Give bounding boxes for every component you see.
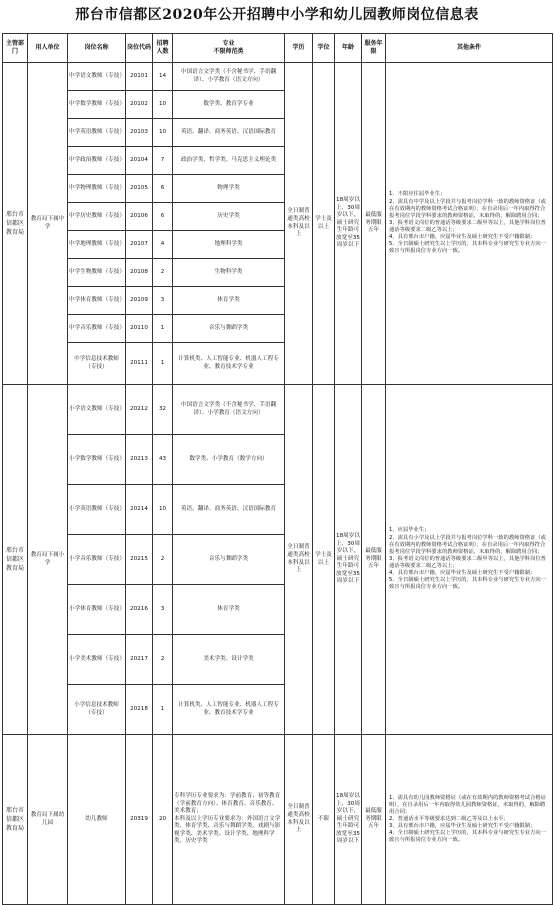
table-row [3, 385, 553, 435]
header-age: 年龄 [335, 34, 362, 63]
count-cell: 10 [153, 119, 173, 147]
code-cell: 20107 [126, 231, 153, 259]
major-cell: 中国语言文学类（不含秘书学、手语翻译）、小学教育（语文方向） [173, 385, 285, 435]
major-cell: 美术学类、设计学类 [173, 635, 285, 685]
header-years: 服务年限 [362, 34, 386, 63]
post-cell: 中学英语教师（专技） [68, 119, 126, 147]
code-cell: 20111 [126, 343, 153, 385]
header-code: 岗位代码 [126, 34, 153, 63]
code-cell: 20218 [126, 685, 153, 735]
table-row [3, 735, 553, 905]
post-cell: 中学地理教师（专技） [68, 231, 126, 259]
table-row [3, 63, 553, 91]
header-count: 招聘人数 [153, 34, 173, 63]
major-cell: 数学类、教育学专业 [173, 91, 285, 119]
major-cell: 音乐与舞蹈学类 [173, 535, 285, 585]
unit-cell: 教育局下属中学 [28, 63, 68, 385]
post-cell: 小学英语教师（专技） [68, 485, 126, 535]
header-post: 岗位名称 [68, 34, 126, 63]
header-unit: 用人单位 [28, 34, 68, 63]
years-cell: 最低服务期限五年 [362, 385, 386, 735]
code-cell: 20106 [126, 203, 153, 231]
major-cell: 体育学类 [173, 287, 285, 315]
major-cell: 音乐与舞蹈学类 [173, 315, 285, 343]
major-cell: 专科学历专业要求为：学前教育、初等教育（学前教育方向）、体育教育、音乐教育、美术教育； 本科及以上学历专业要求为：外国语言文学类、体育学类、音乐与舞蹈学类、戏剧与影视学类、美术学类、设计学类、地理科学类、历史学类 [173, 735, 285, 905]
code-cell: 20212 [126, 385, 153, 435]
major-cell: 计算机类、人工智能专业、机器人工程专业、教育技术学专业 [173, 685, 285, 735]
conditions-cell: 1、需具有幼儿园教师资格证（或在有效期内的教师资格考试合格证明），在自录用后一年内取得幼儿园教师资格证，未取得的，解除聘用合同； 2、普通话水平等级要求达到二级乙等及以上水平； 3、具有邢台市户籍，应届毕业生及硕士研究生不受户籍限制； 4、全日制硕士研究生以上学历的，其本科专业与研究生专业方向一致且与所报岗位专业方向一致。 [386, 735, 553, 905]
unit-cell: 教育局下属幼儿园 [28, 735, 68, 905]
age-cell: 18周岁以上，30周岁以下，硕士研究生年龄可放宽至35周岁以下 [335, 385, 362, 735]
major-cell: 英语、翻译、商务英语、汉语国际教育 [173, 485, 285, 535]
major-cell: 历史学类 [173, 203, 285, 231]
count-cell: 2 [153, 635, 173, 685]
major-cell: 地理科学类 [173, 231, 285, 259]
count-cell: 32 [153, 385, 173, 435]
dept-cell: 邢台市信都区教育局 [3, 735, 28, 905]
conditions-cell: 1、应届毕业生； 2、需具有小学及以上学段并与报考岗位学科一致的教师资格证（或在有效期内的教师资格考试合格证明），在自录用后一年内取得符合报考岗位学段学科要求的教师资格证，未取得的，解除聘用合同； 3、报考语文岗位的普通话等级要求二级甲等以上，其他学科岗位普通话等级要求二级乙等以上； 4、具有邢台市户籍，应届毕业生及硕士研究生不受户籍限制； 5、全日制硕士研究生以上学历的，其本科专业与研究生专业方向一致且与所报岗位专业方向一致。 [386, 385, 553, 735]
age-cell: 18周岁以上，30周岁以下，硕士研究生年龄可放宽至35周岁以下 [335, 735, 362, 905]
dept-cell: 邢台市信都区教育局 [3, 385, 28, 735]
code-cell: 20105 [126, 175, 153, 203]
header-major: 专业 不限师范类 [173, 34, 285, 63]
count-cell: 14 [153, 63, 173, 91]
major-cell: 数学类、小学教育（数学方向） [173, 435, 285, 485]
post-cell: 小学信息技术教师（专技） [68, 685, 126, 735]
post-cell: 中学政治教师（专技） [68, 147, 126, 175]
header-row [3, 34, 553, 63]
count-cell: 1 [153, 343, 173, 385]
post-cell: 小学音乐教师（专技） [68, 535, 126, 585]
post-cell: 小学数学教师（专技） [68, 435, 126, 485]
code-cell: 20104 [126, 147, 153, 175]
edu-cell: 全日制普通类高校本科及以上 [285, 735, 313, 905]
count-cell: 10 [153, 485, 173, 535]
header-edu: 学历 [285, 34, 313, 63]
header-other: 其他条件 [386, 34, 553, 63]
post-cell: 中学生物教师（专技） [68, 259, 126, 287]
count-cell: 1 [153, 685, 173, 735]
major-cell: 计算机类、人工智能专业、机器人工程专业、教育技术学专业 [173, 343, 285, 385]
count-cell: 20 [153, 735, 173, 905]
dept-cell: 邢台市信都区教育局 [3, 63, 28, 385]
count-cell: 6 [153, 175, 173, 203]
post-cell: 小学语文教师（专技） [68, 385, 126, 435]
degree-cell: 学士及以上 [313, 385, 335, 735]
years-cell: 最低服务期限五年 [362, 63, 386, 385]
degree-cell: 学士及以上 [313, 63, 335, 385]
code-cell: 20101 [126, 63, 153, 91]
code-cell: 20103 [126, 119, 153, 147]
header-dept: 主管部门 [3, 34, 28, 63]
code-cell: 20217 [126, 635, 153, 685]
major-cell: 政治学类、哲学类、马克思主义理论类 [173, 147, 285, 175]
major-cell: 生物科学类 [173, 259, 285, 287]
post-cell: 小学美术教师（专技） [68, 635, 126, 685]
post-cell: 中学历史教师（专技） [68, 203, 126, 231]
page-title: 邢台市信都区2020年公开招聘中小学和幼儿园教师岗位信息表 [75, 7, 479, 23]
post-cell: 小学体育教师（专技） [68, 585, 126, 635]
post-cell: 中学音乐教师（专技） [68, 315, 126, 343]
code-cell: 20108 [126, 259, 153, 287]
count-cell: 2 [153, 259, 173, 287]
post-cell: 中学语文教师（专技） [68, 63, 126, 91]
code-cell: 20110 [126, 315, 153, 343]
count-cell: 43 [153, 435, 173, 485]
edu-cell: 全日制普通类高校本科及以上 [285, 385, 313, 735]
positions-table [2, 33, 553, 905]
code-cell: 20216 [126, 585, 153, 635]
code-cell: 20213 [126, 435, 153, 485]
count-cell: 6 [153, 203, 173, 231]
major-cell: 中国语言文学类（不含秘书学、手语翻译）、小学教育（语文方向） [173, 63, 285, 91]
post-cell: 幼儿教师 [68, 735, 126, 905]
unit-cell: 教育局下属小学 [28, 385, 68, 735]
years-cell: 最低服务期限五年 [362, 735, 386, 905]
major-cell: 体育学类 [173, 585, 285, 635]
post-cell: 中学信息技术教师（专技） [68, 343, 126, 385]
count-cell: 3 [153, 287, 173, 315]
major-cell: 英语、翻译、商务英语、汉语国际教育 [173, 119, 285, 147]
header-degree: 学位 [313, 34, 335, 63]
count-cell: 4 [153, 231, 173, 259]
age-cell: 18周岁以上，30周岁以下，硕士研究生年龄可放宽至35周岁以下 [335, 63, 362, 385]
code-cell: 20214 [126, 485, 153, 535]
post-cell: 中学物理教师（专技） [68, 175, 126, 203]
count-cell: 3 [153, 585, 173, 635]
count-cell: 1 [153, 315, 173, 343]
code-cell: 20215 [126, 535, 153, 585]
post-cell: 中学数学教师（专技） [68, 91, 126, 119]
code-cell: 20109 [126, 287, 153, 315]
edu-cell: 全日制普通类高校本科及以上 [285, 63, 313, 385]
count-cell: 10 [153, 91, 173, 119]
code-cell: 20102 [126, 91, 153, 119]
count-cell: 2 [153, 535, 173, 585]
conditions-cell: 1、不限应往届毕业生； 2、需具有中学及以上学段并与报考岗位学科一致的教师资格证（或在有效期内的教师资格考试合格证明），在自录用后一年内取得符合报考岗位学段学科要求的教师资格证，未取得的，解除聘用合同； 3、报考语文岗位的普通话等级要求二级甲等以上，其他学科岗位普通话等级要求二级乙等以上； 4、具有邢台市户籍，应届毕业生及硕士研究生不受户籍限制； 5、全日制硕士研究生以上学历的，其本科专业与研究生专业方向一致且与所报岗位专业方向一致。 [386, 63, 553, 385]
post-cell: 中学体育教师（专技） [68, 287, 126, 315]
count-cell: 7 [153, 147, 173, 175]
degree-cell: 不限 [313, 735, 335, 905]
major-cell: 物理学类 [173, 175, 285, 203]
code-cell: 20319 [126, 735, 153, 905]
